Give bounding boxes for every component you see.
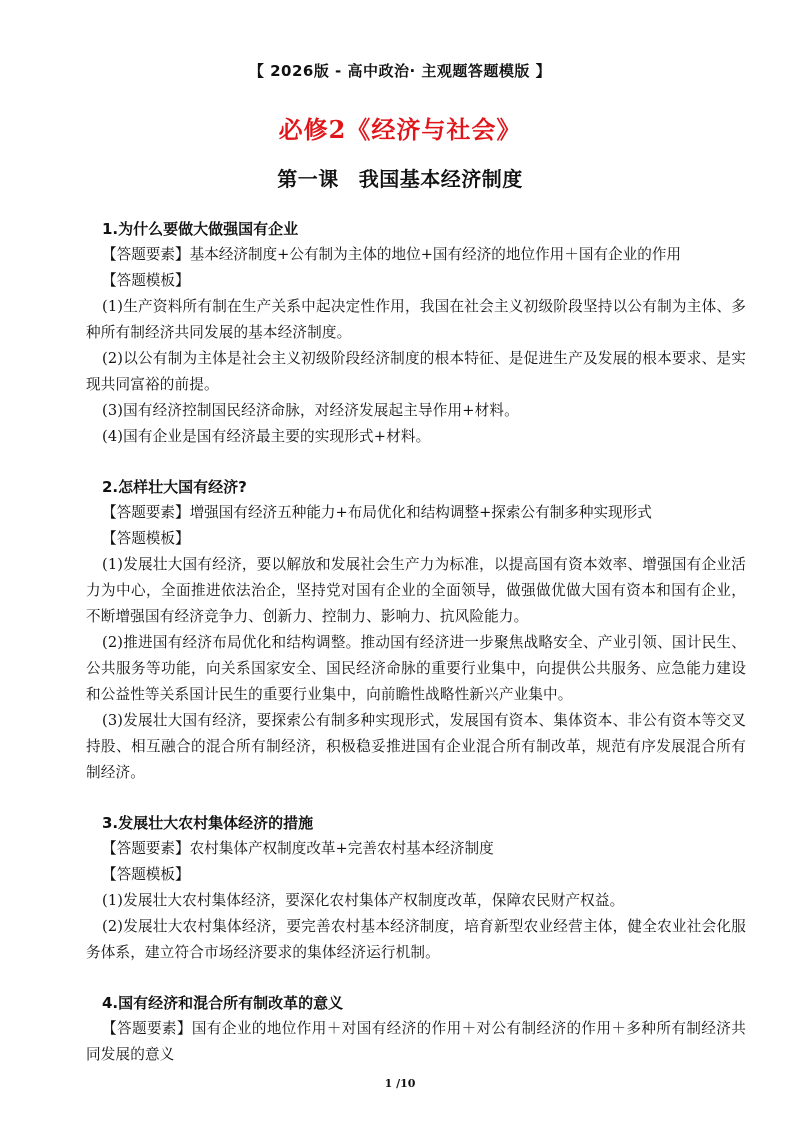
answer-paragraph: (3)发展壮大国有经济，要探索公有制多种实现形式，发展国有资本、集体资本、非公有资本等交叉持股、相互融合的混合所有制经济，积极稳妥推进国有企业混合所有制改革，规范有序发展混合所有制经济。 — [86, 712, 746, 781]
lesson-name: 我国基本经济制度 — [358, 167, 523, 191]
page-number: 1 /10 — [384, 1077, 416, 1090]
content — [86, 216, 746, 1092]
question-title: 4.国有经济和混合所有制改革的意义 — [102, 994, 344, 1012]
answer-paragraph: (2)发展壮大农村集体经济，要完善农村基本经济制度，培育新型农业经营主体，健全农业社会化服务体系，建立符合市场经济要求的集体经济运行机制。 — [86, 918, 746, 961]
answer-elements: 【答题要素】农村集体产权制度改革+完善农村基本经济制度 — [102, 840, 494, 857]
answer-template-label: 【答题模板】 — [102, 272, 190, 289]
answer-paragraph: (4)国有企业是国有经济最主要的实现形式+材料。 — [102, 428, 431, 445]
answer-elements: 【答题要素】国有企业的地位作用＋对国有经济的作用＋对公有制经济的作用＋多种所有制经济共同发展的意义 — [86, 1020, 746, 1063]
book-title: 必修2《经济与社会》 — [278, 115, 522, 144]
answer-elements: 【答题要素】增强国有经济五种能力+布局优化和结构调整+探索公有制多种实现形式 — [102, 504, 652, 521]
question-title: 3.发展壮大农村集体经济的措施 — [102, 814, 314, 832]
section-4 — [86, 990, 746, 1068]
question-title: 2.怎样壮大国有经济? — [102, 478, 247, 496]
answer-paragraph: (1)生产资料所有制在生产关系中起决定性作用，我国在社会主义初级阶段坚持以公有制为主体、多种所有制经济共同发展的基本经济制度。 — [86, 298, 746, 341]
answer-template-label: 【答题模板】 — [102, 866, 190, 883]
section-2 — [86, 474, 746, 786]
answer-paragraph: (1)发展壮大国有经济，要以解放和发展社会生产力为标准，以提高国有资本效率、增强国有企业活力为中心，全面推进依法治企，坚持党对国有企业的全面领导，做强做优做大国有资本和国有企业，不断增强国有经济竞争力、创新力、控制力、影响力、抗风险能力。 — [86, 556, 746, 625]
answer-elements: 【答题要素】基本经济制度+公有制为主体的地位+国有经济的地位作用＋国有企业的作用 — [102, 246, 682, 263]
page-header: 【 2026版 - 高中政治· 主观题答题模版 】 — [248, 62, 552, 80]
answer-paragraph: (2)推进国有经济布局优化和结构调整。推动国有经济进一步聚焦战略安全、产业引领、国计民生、公共服务等功能，向关系国家安全、国民经济命脉的重要行业集中，向提供公共服务、应急能力建设和公益性等关系国计民生的重要行业集中，向前瞻性战略性新兴产业集中。 — [86, 634, 746, 703]
lesson-title — [0, 163, 800, 192]
answer-paragraph: (2)以公有制为主体是社会主义初级阶段经济制度的根本特征、是促进生产及发展的根本要求、是实现共同富裕的前提。 — [86, 350, 746, 393]
answer-paragraph: (1)发展壮大农村集体经济，要深化农村集体产权制度改革，保障农民财产权益。 — [102, 892, 625, 909]
question-title: 1.为什么要做大做强国有企业 — [102, 220, 299, 238]
section-3 — [86, 810, 746, 966]
answer-paragraph: (3)国有经济控制国民经济命脉，对经济发展起主导作用+材料。 — [102, 402, 519, 419]
answer-template-label: 【答题模板】 — [102, 530, 190, 547]
lesson-number: 第一课 — [277, 167, 339, 191]
section-1 — [86, 216, 746, 450]
